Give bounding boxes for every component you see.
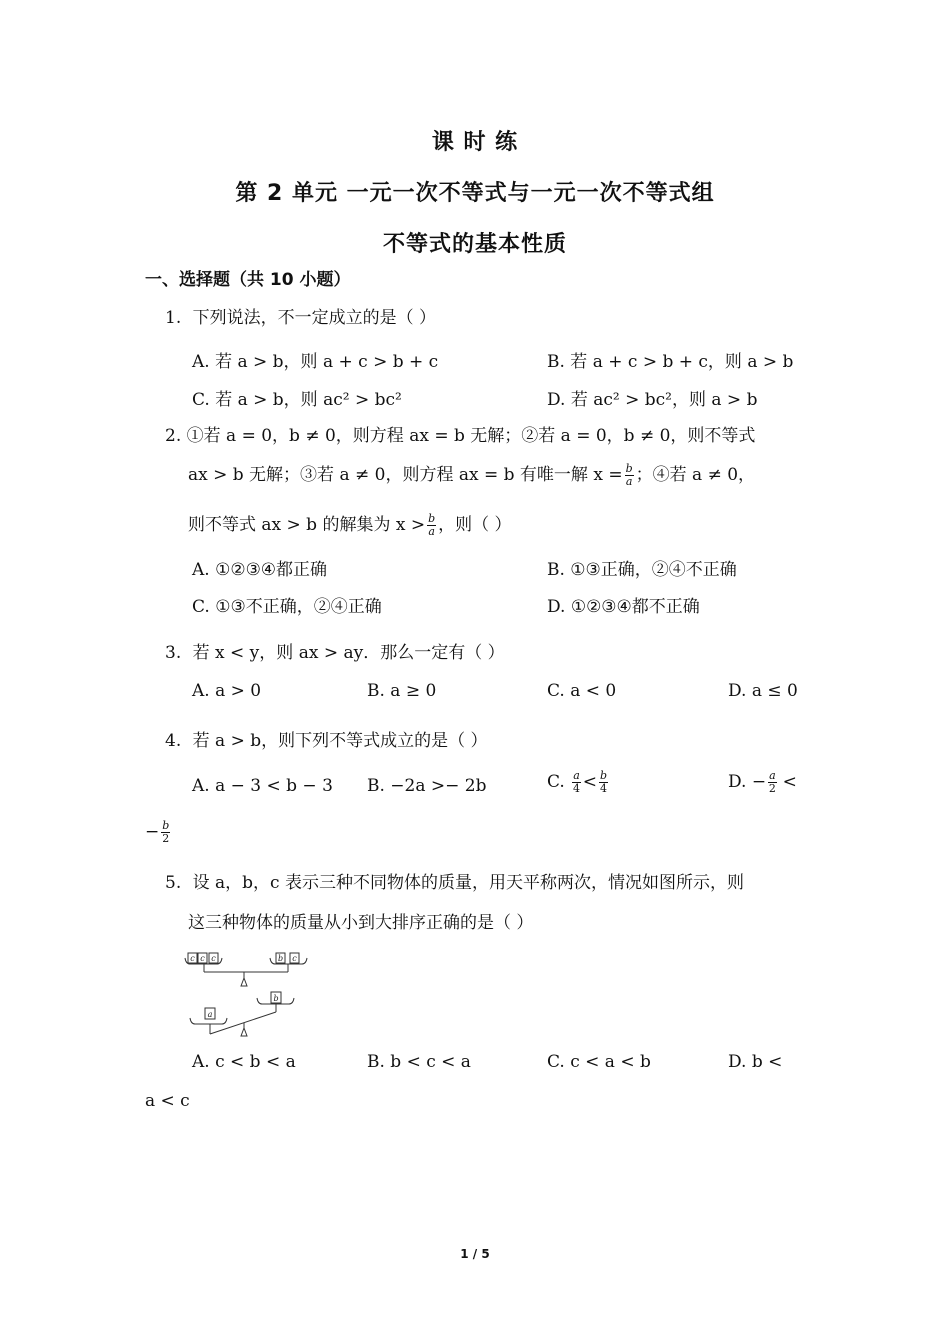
question-line: 设 a，b，c 表示三种不同物体的质量，用天平称两次，情况如图所示，则 [192,873,744,893]
question-5 [165,868,744,893]
question-number: 1. [165,308,182,328]
option-b: B. a ≥ 0 [367,681,437,701]
question-stem: 若 a > b，则下列不等式成立的是（ ） [192,731,488,751]
topic-title: 不等式的基本性质 [382,232,567,257]
option-c: C. ①③不正确，②④正确 [192,597,382,617]
question-number: 4. [165,731,182,751]
box-label-a: a [207,1010,213,1019]
option-b: B. 若 a + c > b + c，则 a > b [547,352,794,372]
question-4 [165,726,488,751]
less-than: < [582,772,598,792]
option-label: C. [547,772,565,792]
box-label-c: c [190,954,195,963]
option-a: A. a − 3 < b − 3 [192,776,333,796]
option-d-wrap [145,820,172,845]
question-3 [165,638,505,663]
question-number: 5. [165,873,182,893]
fraction-denominator: 4 [573,782,580,795]
page-title: 课 时 练 [431,130,519,155]
fraction-numerator: a [769,769,776,782]
question-2 [165,421,755,446]
fraction-denominator: a [625,475,633,488]
box-label-c: c [211,954,216,963]
question-number: 2. [165,426,182,446]
fraction-numerator: b [625,462,633,475]
option-d-wrap: a < c [145,1091,190,1111]
section-heading: 一、选择题（共 10 小题） [145,270,351,290]
option-d: D. a ≤ 0 [728,681,798,701]
fraction-denominator: 2 [768,782,776,795]
option-b: B. b < c < a [367,1052,471,1072]
question-stem: 下列说法，不一定成立的是（ ） [192,308,437,328]
fraction-numerator: b [162,819,170,832]
fraction-b-over-4 [599,770,608,795]
box-label-c: c [200,954,205,963]
fraction-numerator: b [600,769,608,782]
fraction-numerator: b [428,512,436,525]
question-5-line-2: 这三种物体的质量从小到大排序正确的是（ ） [188,913,534,933]
fulcrum-icon [241,1028,247,1036]
question-line: ①若 a = 0，b ≠ 0，则方程 ax = b 无解；②若 a = 0，b ≠ 0，则不等式 [186,426,756,446]
question-line: ；④若 a ≠ 0， [635,465,756,485]
less-than: < [782,772,797,792]
option-c: C. c < a < b [547,1052,651,1072]
option-a: A. c < b < a [192,1052,296,1072]
question-number: 3. [165,643,182,663]
fraction-b-over-a [427,513,436,538]
box-label-c: c [292,954,297,963]
page-number: 1 / 5 [460,1247,490,1261]
option-b: B. −2a >− 2b [367,776,487,796]
minus-sign: − [145,822,160,842]
option-a: A. ①②③④都正确 [192,560,328,580]
option-c [547,770,610,795]
option-d: D. b < [728,1052,783,1072]
fraction-denominator: 2 [162,832,170,845]
option-a: A. a > 0 [192,681,262,701]
fraction-b-over-2 [161,820,170,845]
fulcrum-icon [241,978,247,986]
question-line: ，则（ ） [438,515,512,535]
fraction-a-over-4 [572,770,581,795]
fraction-b-over-a [625,463,634,488]
option-d: D. 若 ac² > bc²，则 a > b [547,390,758,410]
balance-scale-figure [182,944,317,1044]
box-label-b: b [273,994,279,1003]
unit-title: 第 2 单元 一元一次不等式与一元一次不等式组 [235,181,715,206]
question-stem: 若 x < y，则 ax > ay．那么一定有（ ） [192,643,505,663]
option-b: B. ①③正确，②④不正确 [547,560,737,580]
question-2-line-3 [188,510,512,538]
option-d [728,770,797,795]
question-2-line-2 [188,460,755,488]
fraction-denominator: 4 [600,782,608,795]
question-line: ax > b 无解；③若 a ≠ 0，则方程 ax = b 有唯一解 x = [188,465,623,485]
fraction-numerator: a [573,769,580,782]
option-c: C. a < 0 [547,681,617,701]
option-label: D. − [728,772,767,792]
option-a: A. 若 a > b，则 a + c > b + c [192,352,439,372]
option-c: C. 若 a > b，则 ac² > bc² [192,390,402,410]
fraction-a-over-2 [768,770,777,795]
fraction-denominator: a [428,525,435,538]
question-1 [165,303,436,328]
option-d: D. ①②③④都不正确 [547,597,700,617]
box-label-b: b [277,954,284,963]
question-line: 则不等式 ax > b 的解集为 x > [188,515,426,535]
